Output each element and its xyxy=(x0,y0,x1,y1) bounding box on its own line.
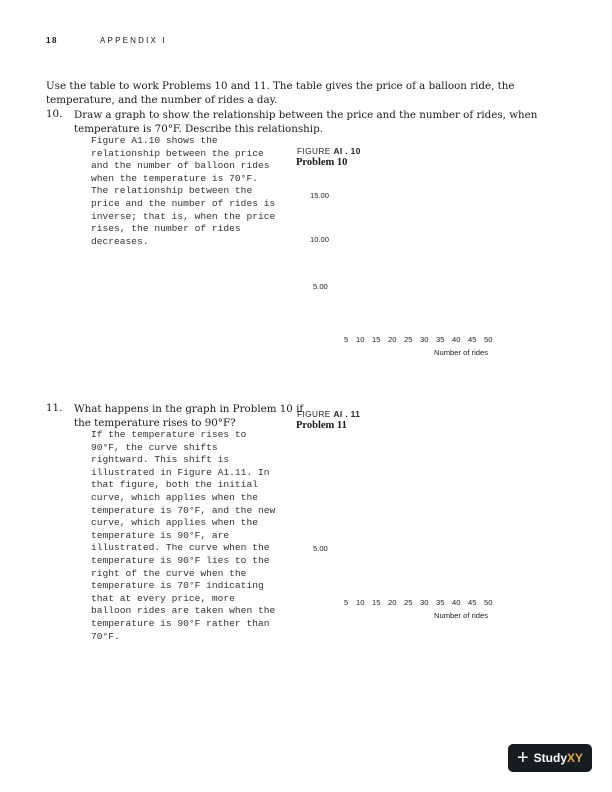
answer-line: rightward. This shift is xyxy=(91,454,230,466)
y-tick-label: 5.00 xyxy=(313,544,328,553)
answer-line: illustrated in Figure A1.11. In xyxy=(91,466,270,478)
y-tick-label: 15.00 xyxy=(310,191,330,200)
problem-10-answer xyxy=(91,135,275,248)
y-tick-label: 10.00 xyxy=(310,235,330,244)
answer-line: price and the number of rides is xyxy=(91,197,276,209)
answer-line: relationship between the price xyxy=(91,147,264,159)
answer-line: illustrated. The curve when the xyxy=(91,542,270,554)
answer-line: temperature is 90°F, are xyxy=(91,529,230,541)
studyxy-logo-badge[interactable] xyxy=(508,744,592,772)
x-tick-label: 50 xyxy=(484,335,493,344)
answer-line: curve, which applies when the xyxy=(91,517,258,529)
page-number: 18 xyxy=(46,36,58,45)
problem-10-number: 10. xyxy=(46,108,63,120)
figure-11-title: Problem 11 xyxy=(296,420,347,431)
answer-line: inverse; that is, when the price xyxy=(91,210,276,222)
answer-line: If the temperature rises to xyxy=(91,429,247,440)
answer-line: The relationship between the xyxy=(91,185,253,197)
problem-10-question xyxy=(74,108,537,136)
brand-name-study: Study xyxy=(533,751,567,765)
answer-line: when the temperature is 70°F. xyxy=(91,172,258,184)
answer-line: balloon rides are taken when the xyxy=(91,605,276,617)
figure-11-label xyxy=(297,409,360,419)
x-tick-label: 35 xyxy=(436,335,445,344)
figure-11-x-ticks xyxy=(344,598,493,608)
y-tick-label: 5.00 xyxy=(313,282,328,291)
x-tick-label: 5 xyxy=(344,335,349,344)
x-tick-label: 45 xyxy=(468,335,477,344)
x-tick-label: 20 xyxy=(388,598,397,607)
problem-11-question xyxy=(74,402,303,430)
question-line: the temperature rises to 90°F? xyxy=(74,417,236,429)
answer-line: right of the curve when the xyxy=(91,567,247,579)
x-tick-label: 30 xyxy=(420,598,429,607)
x-tick-label: 10 xyxy=(356,335,365,344)
answer-line: curve, which applies when the xyxy=(91,491,258,503)
answer-line: temperature is 90°F rather than xyxy=(91,617,270,629)
figure-10-x-ticks xyxy=(344,335,493,345)
figure-label-number: AI . 10 xyxy=(333,146,361,156)
problem-11-number: 11. xyxy=(46,402,63,414)
figure-label-prefix: FIGURE xyxy=(297,409,331,419)
brand-name-xy: XY xyxy=(567,751,584,765)
answer-line: that at every price, more xyxy=(91,592,235,604)
intro-paragraph: Use the table to work Problems 10 and 11. The table gives the price of a balloon ride, the temperature, and the number of rides a day. xyxy=(46,80,515,106)
figure-11-xlabel: Number of rides xyxy=(434,611,489,620)
x-tick-label: 15 xyxy=(372,335,381,344)
question-line: What happens in the graph in Problem 10 if xyxy=(74,403,304,415)
x-tick-label: 25 xyxy=(404,598,413,607)
plus-icon: + xyxy=(516,747,529,769)
question-line: Draw a graph to show the relationship between the price and the number of rides, when xyxy=(74,109,538,121)
figure-10-title: Problem 10 xyxy=(296,157,348,168)
running-title: APPENDIX I xyxy=(100,36,167,45)
answer-line: temperature is 70°F indicating xyxy=(91,580,264,592)
page-header xyxy=(46,36,167,45)
figure-10-xlabel: Number of rides xyxy=(434,348,489,357)
x-tick-label: 20 xyxy=(388,335,397,344)
x-tick-label: 10 xyxy=(356,598,365,607)
figure-10-label xyxy=(297,146,361,156)
answer-line: temperature is 70°F, and the new xyxy=(91,504,276,516)
figure-label-number: AI . 11 xyxy=(333,409,361,419)
answer-line: temperature is 90°F lies to the xyxy=(91,554,270,566)
x-tick-label: 25 xyxy=(404,335,413,344)
x-tick-label: 45 xyxy=(468,598,477,607)
answer-line: and the number of balloon rides xyxy=(91,160,270,172)
x-tick-label: 35 xyxy=(436,598,445,607)
answer-line: Figure A1.10 shows the xyxy=(91,135,218,146)
question-line: temperature is 70°F. Describe this relationship. xyxy=(74,123,323,135)
x-tick-label: 30 xyxy=(420,335,429,344)
answer-line: decreases. xyxy=(91,235,149,247)
figure-label-prefix: FIGURE xyxy=(297,146,331,156)
answer-line: that figure, both the initial xyxy=(91,479,258,491)
x-tick-label: 50 xyxy=(484,598,493,607)
x-tick-label: 15 xyxy=(372,598,381,607)
x-tick-label: 5 xyxy=(344,598,349,607)
answer-line: 70°F. xyxy=(91,630,120,642)
problem-11-answer xyxy=(91,429,275,643)
answer-line: 90°F, the curve shifts xyxy=(91,441,218,453)
answer-line: rises, the number of rides xyxy=(91,223,241,235)
x-tick-label: 40 xyxy=(452,335,461,344)
x-tick-label: 40 xyxy=(452,598,461,607)
